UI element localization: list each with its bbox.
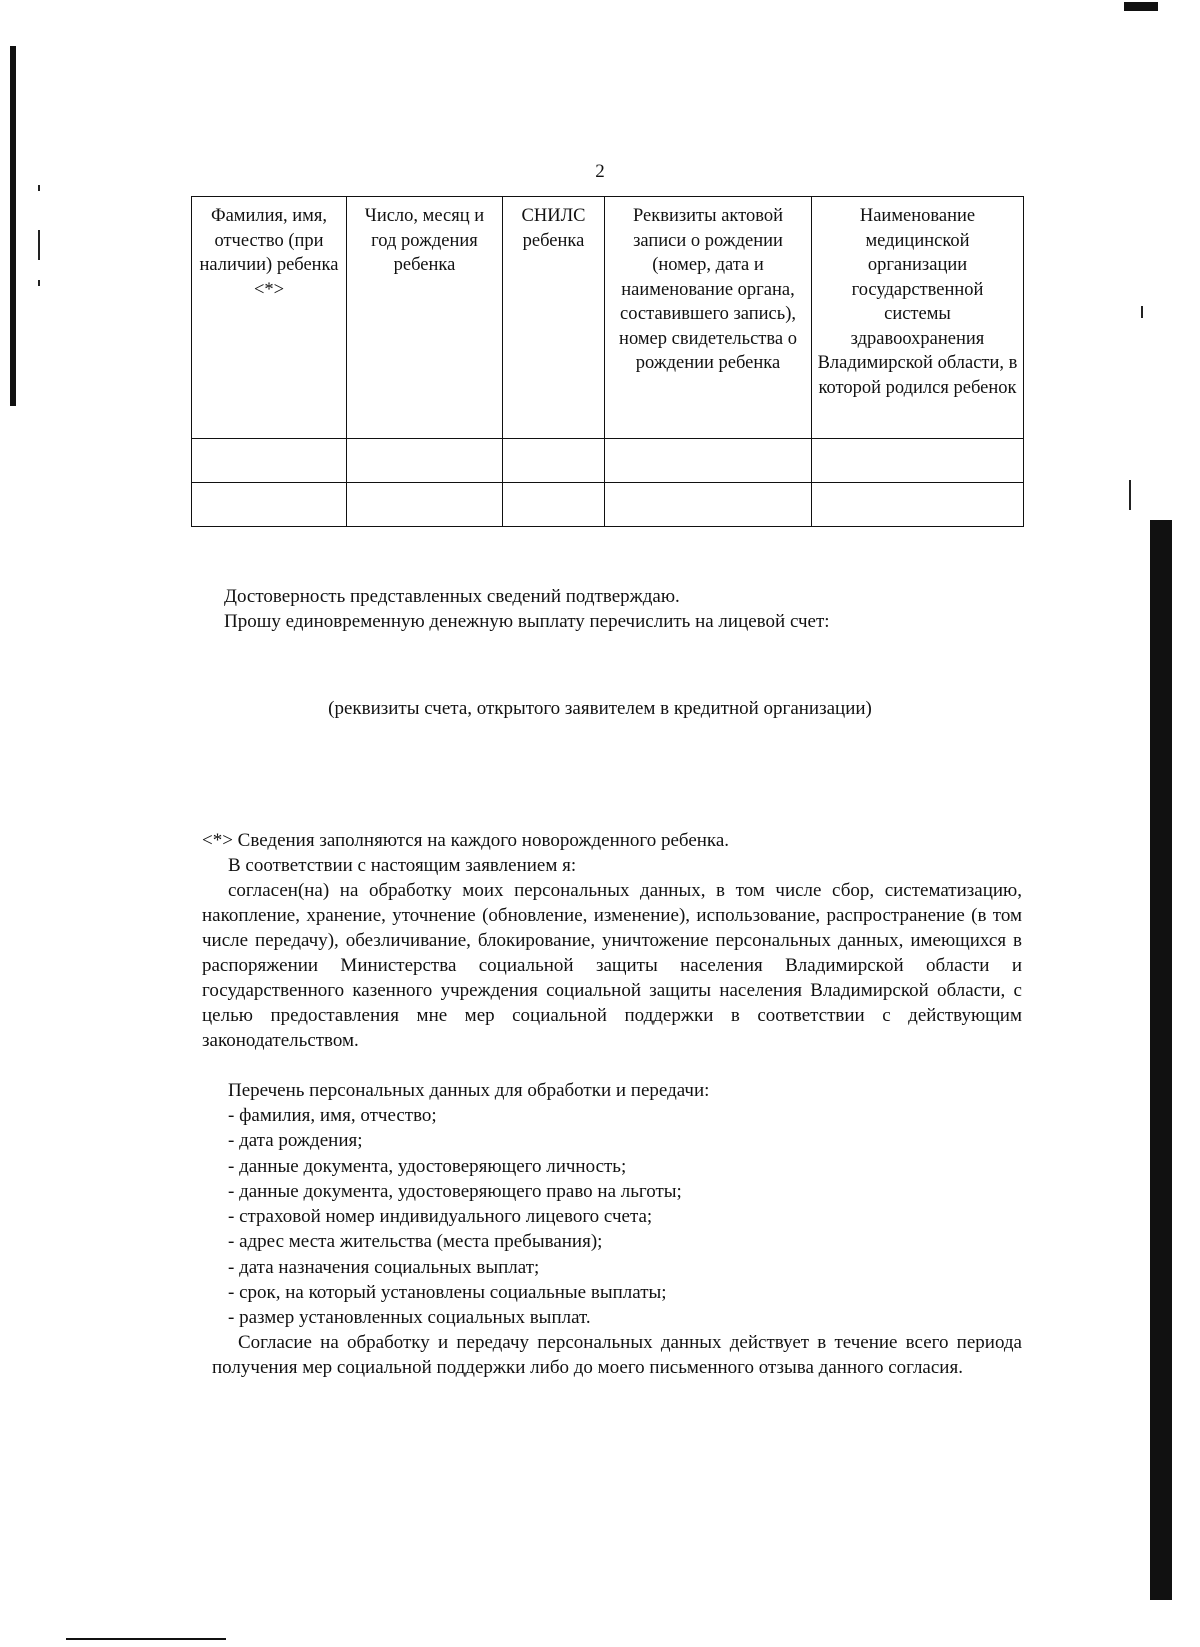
table-row (192, 439, 1024, 483)
table-row (192, 483, 1024, 527)
table-cell[interactable] (192, 439, 347, 483)
table-cell[interactable] (503, 439, 605, 483)
scan-speck (38, 230, 40, 260)
table-cell[interactable] (605, 439, 812, 483)
consent-paragraph-text: согласен(на) на обработку моих персональных данных, в том числе сбор, систематизацию, накопление, хранение, уточнение (обновление, изменение), использование, распространение (в том числе передачу), обезличивание, блокирование, уничтожение персональных данных, имеющихся в распоряжении Министерства социальной защиты населения Владимирской области и государственного казенного учреждения социальной защиты населения Владимирской области, с целью предоставления мне мер социальной поддержки в соответствии с действующим законодательством. (202, 880, 1022, 1051)
list-item: - срок, на который установлены социальные выплаты; (228, 1282, 667, 1304)
personal-data-list (228, 1103, 682, 1331)
list-item: - размер установленных социальных выплат. (228, 1307, 591, 1329)
page-number: 2 (595, 161, 605, 182)
footnote: <*> Сведения заполняются на каждого новорожденного ребенка. (202, 830, 730, 851)
confirmation-text: Достоверность представленных сведений подтверждаю. (224, 586, 680, 607)
table-cell[interactable] (812, 439, 1024, 483)
consent-intro: В соответствии с настоящим заявлением я: (228, 855, 577, 876)
scan-speck (38, 280, 40, 286)
consent-validity-text: Согласие на обработку и передачу персональных данных действует в течение всего периода получения мер социальной поддержки либо до моего письменного отзыва данного согласия. (212, 1332, 1022, 1378)
table-cell[interactable] (347, 483, 503, 527)
table-cell[interactable] (503, 483, 605, 527)
header-child-name: Фамилия, имя, отчество (при наличии) ребенка <*> (192, 197, 347, 439)
table-cell[interactable] (812, 483, 1024, 527)
header-birth-date: Число, месяц и год рождения ребенка (347, 197, 503, 439)
personal-data-list-title: Перечень персональных данных для обработки и передачи: (228, 1080, 710, 1101)
payment-request-text: Прошу единовременную денежную выплату перечислить на лицевой счет: (224, 611, 830, 632)
scan-speck (38, 185, 40, 191)
list-item: - адрес места жительства (места пребывания); (228, 1231, 603, 1253)
header-medical-org: Наименование медицинской организации государственной системы здравоохранения Владимирской области, в которой родился ребенок (812, 197, 1024, 439)
list-item: - страховой номер индивидуального лицевого счета; (228, 1206, 653, 1228)
scan-speck (1129, 480, 1131, 510)
scan-artifact-right-bar (1150, 520, 1172, 1600)
list-item: - дата рождения; (228, 1130, 363, 1152)
header-snils: СНИЛС ребенка (503, 197, 605, 439)
scan-artifact-top-right (1124, 2, 1158, 11)
table-cell[interactable] (605, 483, 812, 527)
consent-paragraph (202, 878, 1022, 1053)
header-birth-record: Реквизиты актовой записи о рождении (номер, дата и наименование органа, составившего запись), номер свидетельства о рождении ребенка (605, 197, 812, 439)
scan-artifact-left-bar (10, 46, 16, 406)
table-header-row (192, 197, 1024, 439)
list-item: - фамилия, имя, отчество; (228, 1105, 437, 1126)
list-item: - данные документа, удостоверяющего право на льготы; (228, 1180, 682, 1202)
table-cell[interactable] (192, 483, 347, 527)
list-item: - данные документа, удостоверяющего личность; (228, 1155, 627, 1177)
list-item: - дата назначения социальных выплат; (228, 1256, 540, 1278)
children-table (191, 196, 1024, 527)
account-details-caption: (реквизиты счета, открытого заявителем в кредитной организации) (328, 698, 872, 719)
scan-artifact-bottom-rule (66, 1638, 226, 1640)
table-cell[interactable] (347, 439, 503, 483)
consent-validity-paragraph (212, 1330, 1022, 1380)
scan-speck (1141, 306, 1143, 318)
